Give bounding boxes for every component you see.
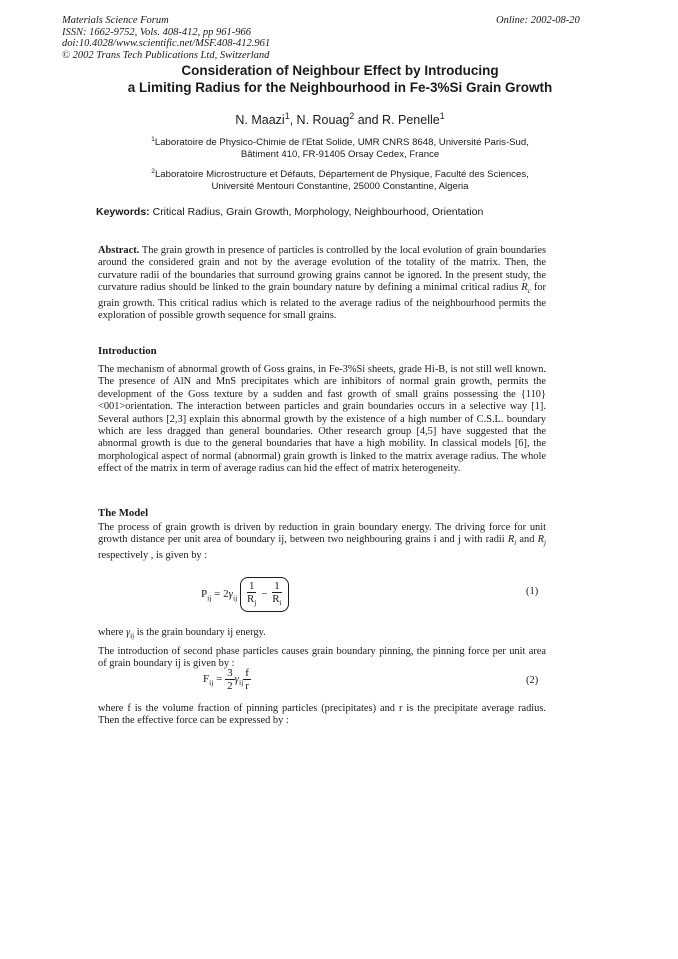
- introduction-heading: Introduction: [98, 345, 157, 357]
- introduction-paragraph: The mechanism of abnormal growth of Goss grains, in Fe-3%Si sheets, grade Hi-B, is not still well known. The presence of AlN and MnS precipitates which are inhibitors of normal grain growth, permits the development of the Goss texture by a sudden and fast growth of small grains possessing the {110}<001>orientation. The interaction between particles and grain boundaries occurs in a selective way [1]. Several authors [2,3] explain this abnormal growth by the existence of a high number of C.S.L. boundary which are less dragged than general boundaries. Other research group [4,5] have suggested that the abnormal growth is due to the general boundaries that have a high mobility. In classical models [6], the morphological aspect of normal (abnormal) grain growth is linked to the matrix average radius. The whole effect of the matrix in term of average radius can hid the effect of matrix heterogeneity.: [98, 364, 546, 475]
- critical-radius-symbol: $R_c$: [521, 282, 531, 296]
- publication-info: [62, 15, 270, 61]
- model-paragraph-3: where f is the volume fraction of pinning particles (precipitates) and r is the precipitate average radius. Then the effective force can be expressed by :: [98, 703, 546, 727]
- keywords-label: Keywords:: [96, 206, 150, 218]
- keywords-text: Critical Radius, Grain Growth, Morphology, Neighbourhood, Orientation: [149, 206, 484, 218]
- author-name: N. Maazi: [235, 113, 285, 128]
- author-separator: ,: [289, 113, 297, 128]
- author-list: [60, 111, 620, 127]
- title-line-1: Consideration of Neighbour Effect by Introducing: [181, 63, 499, 78]
- affil-mark: 2: [151, 168, 155, 175]
- model-paragraph-2: The introduction of second phase particles causes grain boundary pinning, the pinning force per unit area of grain boundary ij is given by :: [98, 646, 546, 670]
- author-affil-mark: 1: [439, 111, 445, 121]
- author-separator: and: [354, 113, 383, 128]
- online-date: Online: 2002-08-20: [496, 15, 580, 26]
- author-name: R. Penelle: [382, 113, 440, 128]
- author-affil-mark: 1: [284, 111, 290, 121]
- affiliation-2: [60, 166, 620, 193]
- affil-line: Bâtiment 410, FR-91405 Orsay Cedex, France: [240, 149, 440, 161]
- author-affil-mark: 2: [349, 111, 355, 121]
- issn-line: ISSN: 1662-9752, Vols. 408-412, pp 961-966: [62, 26, 251, 38]
- equation-2: $F_{ij}$ = $\frac{3}{2}$ $\gamma_{ij}$ $\frac{f}{r}$: [203, 667, 249, 692]
- journal-name: Materials Science Forum: [62, 15, 169, 26]
- affiliation-1: [60, 134, 620, 161]
- model-heading: The Model: [98, 507, 149, 519]
- paper-title: [60, 62, 620, 96]
- keywords: [96, 206, 483, 218]
- model-paragraph-1: The process of grain growth is driven by reduction in grain boundary energy. The driving force for unit growth distance per unit area of boundary ij, between two neighbouring grains i and j with radii $R_i$ and $R_j$ respectively , is given by :: [98, 522, 547, 561]
- abstract-paragraph: Abstract. The grain growth in presence of particles is controlled by the local evolution of grain boundaries around the considered grain and not by the average evolution of the totality of the matrix. Then, the curvature radii of the boundaries that surround growing grains cannot be ignored. In the present study, the curvature radius should be linked to the grain boundary nature by defining a minimal critical radius $R_c$ for grain growth. This critical radius which is related to the average radius of the neighbourhood permits the exploration of possible growth sequence for small grains.: [98, 245, 546, 322]
- affil-line: Laboratoire Microstructure et Défauts, Département de Physique, Faculté des Sciences,: [154, 169, 529, 181]
- author-name: N. Rouag: [296, 113, 350, 128]
- model-where-1: where $\gamma_{ij}$ is the grain boundary ij energy.: [98, 627, 266, 641]
- equation-2-number: (2): [526, 675, 539, 686]
- affil-line: Laboratoire de Physico-Chimie de l'Etat Solide, UMR CNRS 8648, Université Paris-Sud,: [154, 137, 529, 149]
- copyright-line: © 2002 Trans Tech Publications Ltd, Switzerland: [62, 49, 270, 61]
- equation-1: $P_{ij} = 2\gamma_{ij}$ $\frac{1}{R_j}$ − $\frac{1}{R_i}$: [201, 577, 289, 612]
- affil-line: Université Mentouri Constantine, 25000 Constantine, Algeria: [211, 181, 469, 193]
- affil-mark: 1: [151, 136, 155, 143]
- title-line-2: a Limiting Radius for the Neighbourhood in Fe-3%Si Grain Growth: [127, 80, 553, 95]
- equation-1-number: (1): [526, 586, 539, 597]
- doi-link[interactable]: doi:10.4028/www.scientific.net/MSF.408-412.961: [62, 38, 271, 49]
- abstract-label: Abstract.: [98, 245, 140, 256]
